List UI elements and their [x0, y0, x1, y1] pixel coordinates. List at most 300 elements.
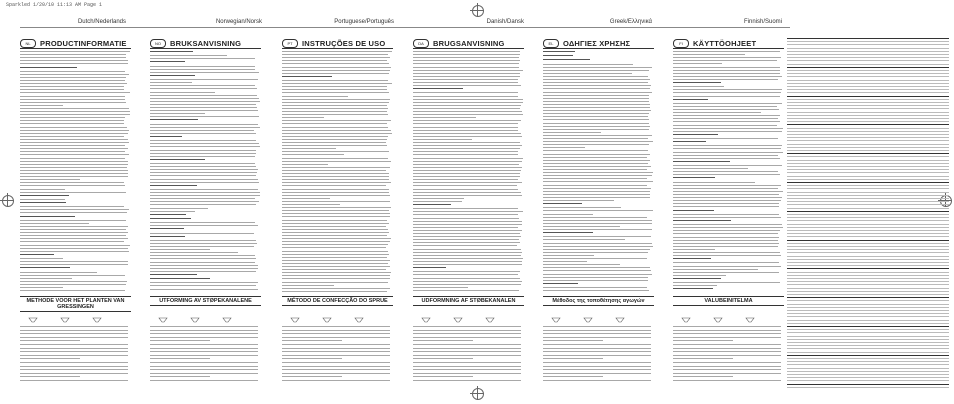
table-row — [787, 249, 949, 250]
text-line — [282, 238, 391, 239]
text-line — [150, 201, 259, 202]
text-line — [413, 348, 521, 349]
text-line — [543, 362, 651, 363]
text-line — [543, 67, 652, 68]
text-line — [20, 358, 80, 359]
text-line — [543, 261, 587, 262]
text-line — [543, 376, 603, 377]
sprue-diagram-area — [150, 306, 261, 386]
text-line — [413, 63, 519, 64]
text-line — [20, 102, 126, 103]
table-row — [787, 313, 949, 314]
text-line — [282, 235, 387, 236]
table-row — [787, 153, 949, 154]
text-line — [543, 255, 594, 256]
table-row — [787, 105, 949, 106]
text-line — [413, 130, 518, 131]
text-line — [20, 248, 128, 249]
text-line — [543, 73, 632, 74]
text-line — [20, 232, 128, 233]
text-line — [413, 337, 521, 338]
table-row — [787, 176, 949, 177]
text-line — [413, 373, 521, 374]
text-heading-line — [413, 267, 446, 268]
text-line — [20, 366, 128, 367]
text-line — [673, 174, 780, 175]
text-line — [20, 161, 128, 162]
sprue-icon — [485, 310, 495, 316]
table-row — [787, 70, 949, 71]
text-line — [543, 123, 649, 124]
text-heading-line — [543, 55, 573, 56]
text-line — [20, 105, 63, 106]
text-heading-line — [543, 59, 590, 60]
text-heading-line — [543, 232, 593, 233]
text-line — [543, 85, 651, 86]
text-line — [673, 330, 781, 331]
table-row — [787, 92, 949, 93]
text-line — [413, 176, 520, 177]
text-line — [20, 226, 128, 227]
text-line — [20, 272, 97, 273]
sprue-icon — [453, 310, 463, 316]
text-line — [150, 116, 259, 117]
table-row — [787, 83, 949, 84]
text-line — [543, 119, 649, 120]
sprue-diagram-area — [543, 306, 654, 386]
text-line — [282, 251, 388, 252]
text-line — [673, 272, 779, 273]
table-row — [787, 339, 949, 340]
text-line — [282, 223, 389, 224]
text-line — [282, 355, 390, 356]
text-line — [543, 351, 651, 352]
text-line — [20, 173, 128, 174]
sprue-section-title: METHODE VOOR HET PLANTEN VAN GRESSINGEN — [20, 296, 131, 312]
text-line — [282, 201, 390, 202]
text-line — [673, 255, 781, 256]
text-line — [673, 152, 783, 153]
text-line — [20, 63, 128, 64]
table-row — [787, 329, 949, 330]
text-heading-line — [20, 267, 70, 268]
text-line — [150, 373, 258, 374]
text-heading-line — [673, 141, 706, 142]
text-line — [543, 258, 647, 259]
column-title: INSTRUÇÕES DE USO — [302, 38, 386, 48]
text-heading-line — [543, 51, 575, 52]
text-line — [20, 114, 130, 115]
text-line — [20, 170, 128, 171]
text-line — [150, 282, 258, 283]
text-line — [413, 201, 462, 202]
text-line — [20, 189, 65, 190]
text-line — [673, 197, 782, 198]
text-line — [543, 355, 651, 356]
text-line — [282, 348, 390, 349]
text-line — [673, 337, 781, 338]
text-line — [282, 133, 392, 134]
text-line — [673, 369, 781, 370]
text-line — [150, 369, 258, 370]
text-line — [413, 92, 518, 93]
text-line — [543, 277, 648, 278]
text-line — [150, 92, 215, 93]
sprue-diagram-area — [282, 306, 393, 386]
table-row — [787, 182, 949, 183]
table-row — [787, 38, 949, 39]
text-line — [413, 214, 518, 215]
text-line — [543, 169, 647, 170]
text-line — [282, 123, 387, 124]
text-line — [413, 114, 523, 115]
text-line — [20, 154, 129, 155]
text-line — [673, 262, 779, 263]
text-line — [673, 358, 733, 359]
text-line — [543, 344, 651, 345]
text-line — [543, 191, 650, 192]
table-row — [787, 246, 949, 247]
text-line — [20, 251, 129, 252]
text-line — [673, 285, 717, 286]
text-line — [543, 223, 652, 224]
table-row — [787, 272, 949, 273]
text-line — [282, 380, 390, 381]
text-line — [543, 104, 650, 105]
text-line — [413, 249, 521, 250]
text-line — [150, 140, 256, 141]
text-line — [282, 195, 390, 196]
text-line — [282, 145, 387, 146]
sprue-icon — [28, 310, 38, 316]
text-line — [413, 57, 519, 58]
text-line — [413, 117, 476, 118]
text-line — [20, 355, 128, 356]
text-line — [150, 246, 254, 247]
text-line — [150, 107, 257, 108]
text-heading-line — [673, 82, 721, 83]
text-line — [20, 278, 72, 279]
table-row — [787, 76, 949, 77]
table-row — [787, 240, 949, 241]
text-line — [673, 333, 781, 334]
text-line — [150, 344, 258, 345]
text-line — [282, 130, 391, 131]
text-line — [413, 108, 520, 109]
sprue-icon — [158, 310, 168, 316]
table-row — [787, 262, 949, 263]
text-line — [673, 376, 733, 377]
text-line — [20, 192, 126, 193]
language-label-3: Portuguese/Português — [334, 19, 394, 25]
text-line — [20, 326, 128, 327]
text-line — [543, 220, 652, 221]
text-line — [150, 330, 258, 331]
text-line — [20, 142, 129, 143]
sprue-icon — [421, 310, 431, 316]
text-line — [150, 265, 258, 266]
text-line — [413, 148, 520, 149]
text-line — [673, 282, 780, 283]
text-line — [150, 380, 258, 381]
text-line — [543, 348, 651, 349]
text-line — [543, 166, 651, 167]
text-line — [20, 120, 124, 121]
column-dutch — [20, 38, 131, 296]
text-line — [413, 208, 518, 209]
text-line — [413, 145, 522, 146]
text-line — [673, 233, 778, 234]
text-line — [413, 326, 521, 327]
text-line — [543, 287, 647, 288]
language-badge: NO — [150, 39, 166, 48]
table-row — [787, 188, 949, 189]
table-row — [787, 297, 949, 298]
text-line — [20, 258, 63, 259]
text-line — [413, 362, 521, 363]
text-line — [673, 362, 781, 363]
text-line — [543, 126, 650, 127]
text-line — [673, 60, 777, 61]
table-row — [787, 320, 949, 321]
text-line — [543, 280, 648, 281]
text-line — [543, 197, 650, 198]
text-line — [673, 266, 781, 267]
text-line — [543, 154, 650, 155]
text-line — [413, 182, 522, 183]
text-line — [150, 204, 256, 205]
text-line — [20, 80, 125, 81]
text-line — [673, 57, 781, 58]
text-line — [543, 172, 653, 173]
text-line — [413, 261, 522, 262]
table-row — [787, 326, 949, 327]
text-line — [150, 58, 255, 59]
body-text — [282, 51, 393, 296]
text-line — [150, 153, 256, 154]
text-line — [413, 51, 520, 52]
text-line — [413, 142, 520, 143]
text-line — [673, 185, 781, 186]
text-line — [20, 130, 129, 131]
text-line — [150, 249, 210, 250]
sprue-section-title: UTFORMING AV STØPEKANALENE — [150, 296, 261, 306]
text-line — [282, 127, 388, 128]
text-line — [673, 106, 777, 107]
text-line — [282, 139, 387, 140]
text-heading-line — [543, 203, 582, 204]
text-line — [413, 369, 521, 370]
column-title: PRODUCTINFORMATIE — [40, 38, 127, 48]
text-heading-line — [282, 76, 332, 77]
text-line — [282, 182, 391, 183]
text-line — [673, 217, 781, 218]
text-line — [150, 271, 256, 272]
text-line — [673, 168, 748, 169]
text-line — [20, 136, 124, 137]
text-line — [673, 206, 779, 207]
text-line — [673, 326, 781, 327]
text-line — [150, 252, 238, 253]
text-line — [20, 229, 126, 230]
text-line — [413, 54, 520, 55]
text-line — [413, 158, 523, 159]
text-line — [150, 79, 258, 80]
table-row — [787, 185, 949, 186]
table-row — [787, 355, 949, 356]
table-row — [787, 169, 949, 170]
table-row — [787, 166, 949, 167]
text-line — [673, 54, 745, 55]
text-line — [673, 121, 780, 122]
text-line — [282, 185, 386, 186]
text-line — [150, 358, 210, 359]
text-line — [282, 220, 387, 221]
text-line — [282, 111, 387, 112]
print-slug: Sparkled 1/20/10 11:13 AM Page 1 — [6, 2, 103, 8]
text-line — [20, 71, 125, 72]
text-line — [413, 227, 518, 228]
text-line — [20, 86, 124, 87]
text-line — [20, 206, 124, 207]
table-row — [787, 265, 949, 266]
text-line — [282, 142, 386, 143]
text-line — [543, 144, 649, 145]
sprue-icon — [745, 310, 755, 316]
text-line — [150, 133, 256, 134]
text-line — [282, 269, 386, 270]
text-line — [413, 340, 473, 341]
table-row — [787, 310, 949, 311]
text-line — [413, 221, 522, 222]
text-line — [543, 92, 652, 93]
table-row — [787, 195, 949, 196]
text-line — [413, 123, 518, 124]
body-text — [673, 51, 784, 296]
text-heading-line — [673, 288, 713, 289]
text-line — [413, 355, 521, 356]
column-greek — [543, 38, 654, 296]
text-line — [282, 326, 390, 327]
text-line — [543, 358, 603, 359]
table-row — [787, 377, 949, 378]
text-line — [282, 213, 390, 214]
text-line — [282, 102, 389, 103]
text-line — [150, 72, 259, 73]
text-line — [543, 110, 651, 111]
text-line — [282, 333, 390, 334]
text-line — [543, 229, 652, 230]
text-line — [282, 337, 390, 338]
table-row — [787, 156, 949, 157]
text-line — [543, 132, 601, 133]
text-line — [20, 351, 128, 352]
text-line — [413, 96, 518, 97]
text-line — [282, 330, 390, 331]
table-row — [787, 364, 949, 365]
text-line — [20, 54, 126, 55]
text-line — [282, 179, 389, 180]
sprue-diagram-area — [673, 306, 784, 386]
text-line — [20, 376, 80, 377]
text-line — [282, 173, 389, 174]
text-line — [20, 111, 130, 112]
text-line — [543, 150, 648, 151]
text-line — [413, 330, 521, 331]
text-line — [413, 185, 517, 186]
text-line — [413, 230, 522, 231]
text-line — [150, 366, 258, 367]
body-text — [150, 51, 261, 296]
text-line — [282, 86, 387, 87]
text-line — [673, 351, 781, 352]
table-row — [787, 233, 949, 234]
text-line — [150, 110, 258, 111]
text-line — [673, 125, 777, 126]
table-row — [787, 163, 949, 164]
text-line — [282, 120, 391, 121]
sprue-icon — [322, 310, 332, 316]
text-line — [543, 79, 650, 80]
table-row — [787, 172, 949, 173]
text-line — [282, 362, 390, 363]
text-line — [150, 355, 258, 356]
text-line — [282, 63, 389, 64]
registration-mark-bottom — [472, 388, 484, 400]
text-line — [20, 92, 130, 93]
text-line — [150, 82, 192, 83]
text-line — [282, 266, 390, 267]
text-line — [413, 67, 519, 68]
table-row — [787, 284, 949, 285]
text-line — [413, 102, 523, 103]
text-heading-line — [150, 51, 193, 52]
text-line — [20, 261, 128, 262]
text-line — [282, 80, 388, 81]
table-row — [787, 230, 949, 231]
text-heading-line — [150, 218, 191, 219]
column-norwegian — [150, 38, 261, 296]
body-text — [413, 51, 524, 296]
text-line — [673, 145, 782, 146]
text-line — [673, 115, 780, 116]
text-line — [543, 141, 653, 142]
text-line — [673, 182, 755, 183]
sprue-icon — [92, 310, 102, 316]
sprue-diagram-area — [20, 306, 131, 386]
text-line — [673, 373, 781, 374]
table-row — [787, 336, 949, 337]
text-line — [20, 158, 125, 159]
text-line — [413, 258, 523, 259]
text-line — [543, 88, 650, 89]
text-line — [20, 123, 124, 124]
table-row — [787, 211, 949, 212]
body-text — [543, 51, 654, 296]
text-line — [413, 179, 518, 180]
table-row — [787, 268, 949, 269]
text-line — [282, 254, 389, 255]
text-line — [150, 143, 259, 144]
text-line — [673, 155, 778, 156]
text-line — [413, 252, 522, 253]
text-line — [150, 351, 258, 352]
text-line — [20, 245, 130, 246]
text-line — [673, 246, 778, 247]
table-row — [787, 51, 949, 52]
text-line — [150, 169, 258, 170]
language-label-4: Danish/Dansk — [486, 19, 524, 25]
